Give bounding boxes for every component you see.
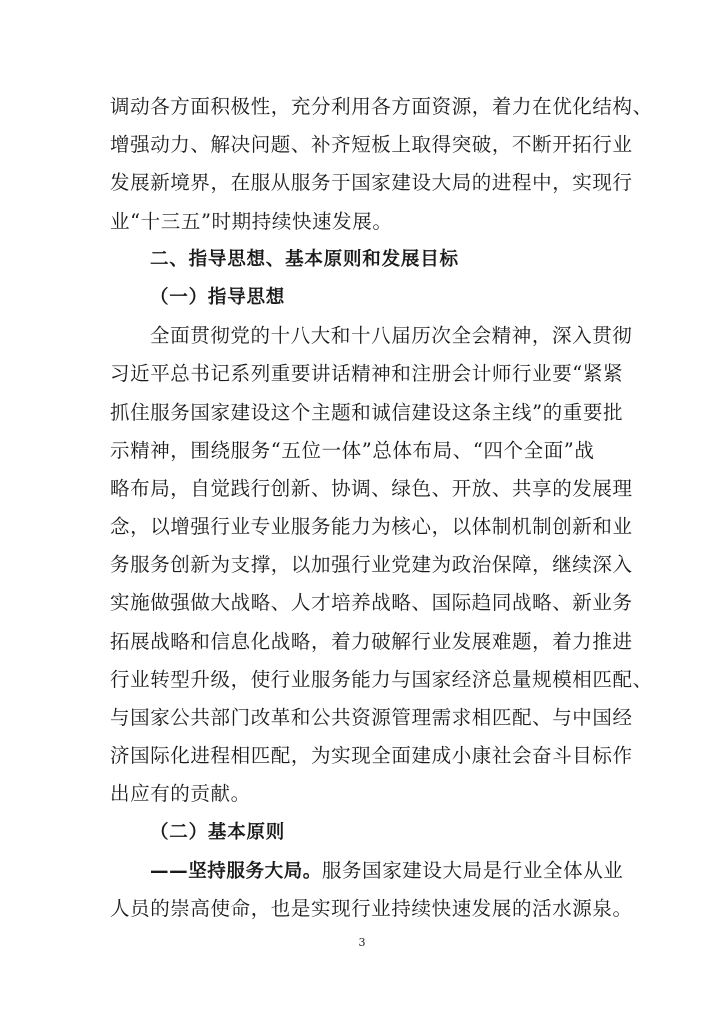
paragraph-line: 济国际化进程相匹配，为实现全面建成小康社会奋斗目标作 <box>110 744 633 768</box>
principle-text: 服务国家建设大局是行业全体从业 <box>321 858 624 882</box>
paragraph-line: 发展新境界，在服从服务于国家建设大局的进程中，实现行 <box>110 171 633 195</box>
paragraph-line: 略布局，自觉践行创新、协调、绿色、开放、共享的发展理 <box>110 476 633 500</box>
paragraph-line: 抓住服务国家建设这个主题和诚信建设这条主线”的重要批 <box>110 400 624 424</box>
principle-lead: ——坚持服务大局。 <box>150 860 322 882</box>
subsection-heading-basic-principles: （二）基本原则 <box>150 821 286 843</box>
paragraph-line: 人员的崇高使命，也是实现行业持续快速发展的活水源泉。 <box>110 896 633 920</box>
subsection-heading-guiding-thought: （一）指导思想 <box>150 286 286 308</box>
section-heading: 二、指导思想、基本原则和发展目标 <box>150 248 459 270</box>
paragraph-line: 调动各方面积极性，充分利用各方面资源，着力在优化结构、 <box>110 95 653 118</box>
paragraph-line: 实施做强做大战略、人才培养战略、国际趋同战略、新业务 <box>110 591 633 615</box>
paragraph-line: 习近平总书记系列重要讲话精神和注册会计师行业要“紧紧 <box>110 362 624 386</box>
paragraph-line: 全面贯彻党的十八大和十八届历次全会精神，深入贯彻 <box>150 324 633 348</box>
paragraph-line: 与国家公共部门改革和公共资源管理需求相匹配、与中国经 <box>110 706 633 729</box>
paragraph-line: 示精神，围绕服务“五位一体”总体布局、“四个全面”战 <box>110 438 595 462</box>
paragraph-line: 出应有的贡献。 <box>110 782 251 806</box>
principle-line <box>110 852 630 890</box>
paragraph-line: 务服务创新为支撑，以加强行业党建为政治保障，继续深入 <box>110 553 633 577</box>
paragraph-line: 行业转型升级，使行业服务能力与国家经济总量规模相匹配、 <box>110 667 653 691</box>
paragraph-line: 拓展战略和信息化战略，着力破解行业发展难题，着力推进 <box>110 629 633 653</box>
document-body <box>110 88 653 928</box>
paragraph-line: 增强动力、解决问题、补齐短板上取得突破，不断开拓行业 <box>110 133 633 157</box>
paragraph-line: 业“十三五”时期持续快速发展。 <box>110 209 393 233</box>
page-number: 3 <box>358 936 366 949</box>
paragraph-line: 念，以增强行业专业服务能力为核心，以体制机制创新和业 <box>110 515 633 539</box>
